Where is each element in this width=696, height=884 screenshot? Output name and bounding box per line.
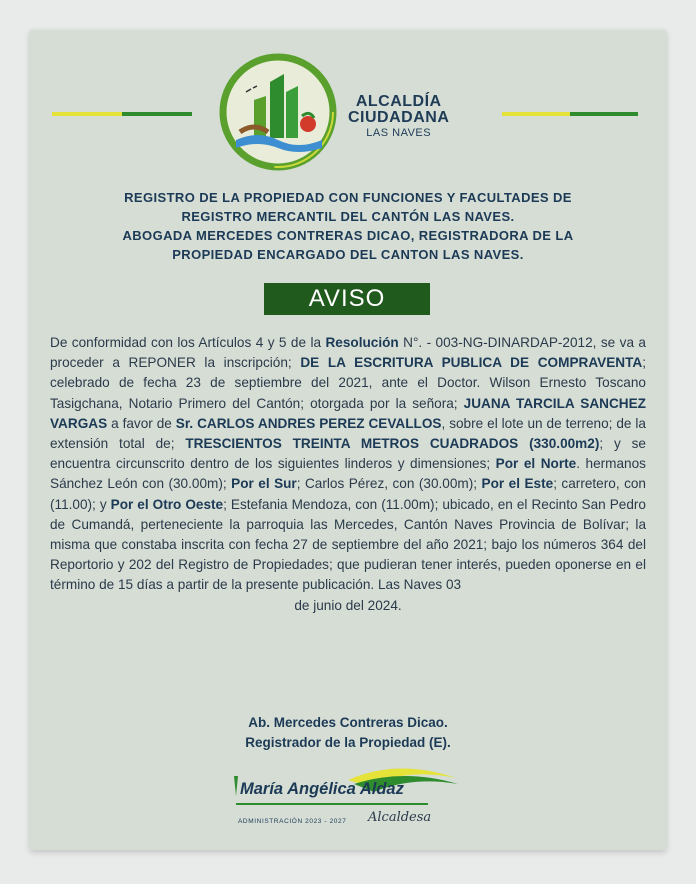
footer-admin: ADMINISTRACIÓN 2023 - 2027	[238, 818, 347, 825]
header-stripe-right	[502, 112, 638, 116]
heading-line: PROPIEDAD ENCARGADO DEL CANTON LAS NAVES.	[172, 247, 524, 262]
brand-line3: LAS NAVES	[366, 127, 432, 139]
body-text: ; Carlos Pérez, con (30.00m);	[296, 476, 482, 492]
footer-signature: Alcaldesa	[368, 810, 432, 825]
body-bold: Resolución	[325, 335, 399, 350]
body-date: de junio del 2024.	[294, 597, 402, 613]
aviso-banner: AVISO	[264, 283, 430, 315]
body-bold: Por el Norte	[495, 456, 577, 472]
heading-line: ABOGADA MERCEDES CONTRERAS DICAO, REGISTRADORA DE LA	[122, 228, 574, 243]
body-bold: Sr. CARLOS ANDRES PEREZ CEVALLOS	[175, 415, 442, 431]
notice-body	[50, 333, 646, 616]
brand-line2: CIUDADANA	[348, 109, 450, 126]
header-stripe-left	[52, 112, 192, 116]
body-bold: JUANA TARCILA SANCHEZ VARGAS	[50, 395, 646, 431]
body-bold: Por el Sur	[231, 476, 297, 492]
heading-line: REGISTRO MERCANTIL DEL CANTÓN LAS NAVES.	[181, 209, 515, 224]
body-bold: DE LA ESCRITURA PUBLICA DE COMPRAVENTA	[300, 355, 643, 371]
footer-logo	[228, 762, 468, 832]
notice-heading	[50, 188, 646, 264]
body-text: ; celebrado de fecha 23 de septiembre del 2021, ante el Doctor. Wilson Ernesto Toscano Tasigchana, Notario Primero del Cantón; otorgada por la señora;	[50, 355, 646, 411]
signer-title: Registrador de la Propiedad (E).	[245, 735, 451, 750]
body-text: De conformidad con los Artículos 4 y 5 de la	[50, 335, 326, 350]
signer-name: Ab. Mercedes Contreras Dicao.	[248, 715, 448, 730]
brand-name	[348, 94, 449, 139]
body-text: . hermanos Sánchez León con (30.00m);	[50, 456, 646, 492]
body-text: ; carretero, con (11.00); y	[50, 476, 646, 512]
body-text: , sobre el lote un de terreno; de la extensión total de;	[50, 415, 646, 452]
footer-name: María Angélica Aldaz	[240, 780, 404, 798]
body-bold: Por el Este	[481, 476, 554, 492]
brand-line1: ALCALDÍA	[355, 93, 442, 110]
body-bold: TRESCIENTOS TREINTA METROS CUADRADOS (330.00m2)	[185, 436, 600, 452]
body-text: a favor de	[107, 415, 176, 431]
heading-line: REGISTRO DE LA PROPIEDAD CON FUNCIONES Y FACULTADES DE	[124, 190, 572, 205]
body-text: N°. - 003-NG-DINARDAP-2012, se va a proceder a REPONER la inscripción;	[50, 335, 646, 371]
body-text: ; y se encuentra circunscrito dentro de los siguientes linderos y dimensiones;	[50, 436, 646, 472]
signer-block	[50, 713, 646, 753]
body-bold: Por el Otro Oeste	[110, 496, 224, 512]
body-text: ; Estefania Mendoza, con (11.00m); ubicado, en el Recinto San Pedro de Cumandá, perteneciente la parroquia las Mercedes, Cantón Naves Provincia de Bolívar; la misma que constaba inscrita con fecha 27 de septiembre del año 2021; bajo los números 364 del Reportorio y 202 del Registro de Propiedades; que pudieran tener interés, pueden oponerse en el término de 15 días a partir de la presente publicación. Las Naves 03	[50, 496, 646, 593]
alcaldia-logo-icon	[218, 52, 338, 172]
